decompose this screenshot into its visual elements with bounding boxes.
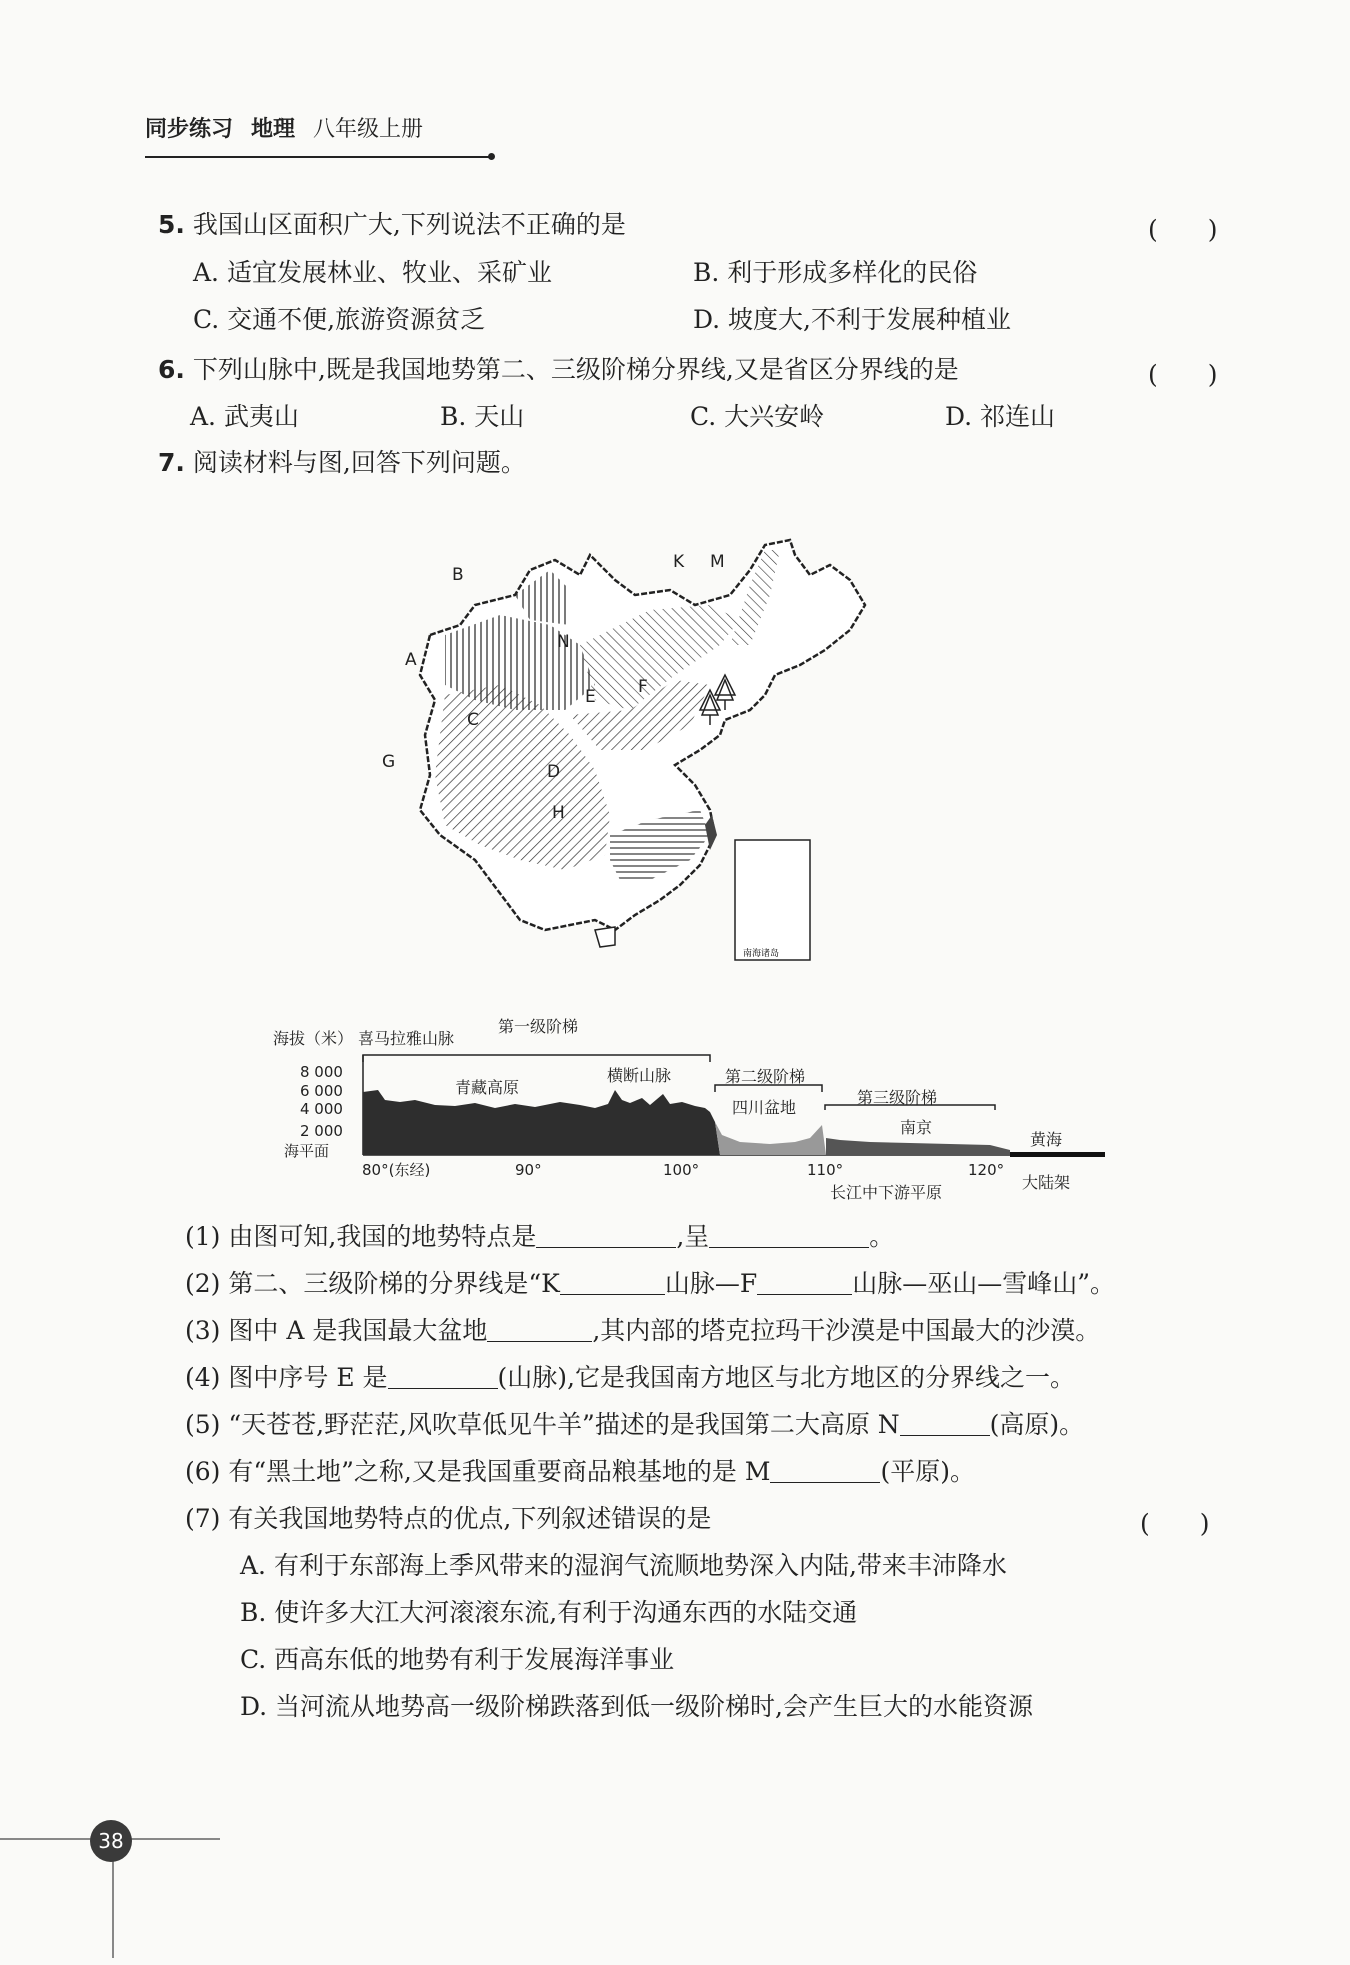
sub-number: (1) [185,1222,221,1251]
y-tick: 6 000 [300,1082,343,1100]
y-axis-title: 海拔（米） [273,1029,354,1048]
label-qinghai-tibet: 青藏高原 [455,1078,520,1097]
sub-question-3 [185,1311,1100,1347]
y-tick: 8 000 [300,1063,343,1081]
sub-text: 由图可知,我国的地势特点是 [228,1222,537,1251]
sub-number: (7) [185,1504,221,1533]
page-header [145,112,423,143]
hainan-island [595,927,615,947]
header-series: 同步练习 [145,117,234,142]
china-terrain-map [382,535,1020,965]
sub-number: (5) [185,1410,221,1439]
x-tick: 100° [663,1161,700,1179]
option-c[interactable]: C. 交通不便,旅游资源贫乏 [193,305,486,334]
blank-field[interactable] [709,1222,869,1248]
label-yellow-sea: 黄海 [1030,1130,1063,1149]
map-label-e: E [585,687,596,707]
map-label-f: F [638,677,648,697]
map-label-a: A [405,650,417,670]
third-step-fill [826,1138,1010,1155]
sub-text: ,呈 [676,1222,710,1251]
sub-text: 有“黑土地”之称,又是我国重要商品粮基地的是 M [228,1457,771,1486]
sub-text: 第二、三级阶梯的分界线是“K [228,1269,560,1298]
header-rule-dot [488,153,495,160]
question-7 [158,443,526,479]
question-number: 6. [158,355,185,384]
sub-text: 山脉—巫山—雪峰山”。 [852,1269,1115,1298]
header-subject: 地理 [251,117,296,142]
answer-paren[interactable]: ( ) [1148,360,1218,389]
question-stem: 阅读材料与图,回答下列问题。 [192,448,526,477]
sub-number: (2) [185,1269,221,1298]
map-label-m: M [710,552,725,572]
sub-text: 有关我国地势特点的优点,下列叙述错误的是 [228,1504,712,1533]
sub-text: ,其内部的塔克拉玛干沙漠是中国最大的沙漠。 [592,1316,1101,1345]
blank-field[interactable] [757,1269,852,1295]
map-label-b: B [452,565,464,585]
question-number: 7. [158,448,185,477]
x-tick: 80°(东经) [362,1161,431,1179]
question-stem: 我国山区面积广大,下列说法不正确的是 [192,210,626,239]
sub-question-6 [185,1452,975,1488]
label-nanjing: 南京 [900,1118,933,1137]
option-c[interactable]: C. 大兴安岭 [690,402,825,431]
sub-text: (山脉),它是我国南方地区与北方地区的分界线之一。 [497,1363,1075,1392]
step2-bracket [715,1085,822,1092]
blank-field[interactable] [560,1269,665,1295]
y-tick: 海平面 [284,1142,330,1160]
option-a[interactable]: A. 适宜发展林业、牧业、采矿业 [193,258,552,287]
step1-bracket [363,1055,710,1062]
blank-field[interactable] [900,1410,990,1436]
blank-field[interactable] [388,1363,498,1389]
header-rule [145,156,490,158]
blank-field[interactable] [536,1222,676,1248]
sub-text: 。 [869,1222,895,1251]
map-label-n: N [557,632,570,652]
sub-number: (4) [185,1363,221,1392]
sub-text: (高原)。 [989,1410,1085,1439]
terrain-profile-chart [270,1010,1110,1215]
inset-label: 南海诸岛 [743,949,780,959]
option-b[interactable]: B. 使许多大江大河滚滚东流,有利于沟通东西的水陆交通 [240,1598,858,1627]
option-a[interactable]: A. 有利于东部海上季风带来的湿润气流顺地势深入内陆,带来丰沛降水 [240,1551,1007,1580]
map-label-c: C [467,710,479,730]
sub-question-1 [185,1217,894,1253]
map-label-g: G [382,752,396,772]
map-label-d: D [547,762,561,782]
option-b[interactable]: B. 天山 [440,402,525,431]
x-tick: 120° [968,1161,1005,1179]
x-tick: 110° [807,1161,844,1179]
option-b[interactable]: B. 利于形成多样化的民俗 [693,258,978,287]
label-step1: 第一级阶梯 [498,1017,579,1036]
option-a[interactable]: A. 武夷山 [190,402,299,431]
sub-question-2 [185,1264,1115,1300]
sea-shelf [1010,1152,1105,1157]
map-label-k: K [673,552,685,572]
option-d[interactable]: D. 坡度大,不利于发展种植业 [693,305,1011,334]
sub-question-7 [185,1499,711,1535]
label-step2: 第二级阶梯 [725,1067,806,1086]
label-shelf: 大陆架 [1022,1173,1071,1192]
page-number: 38 [90,1820,132,1862]
map-label-h: H [552,803,565,823]
option-c[interactable]: C. 西高东低的地势有利于发展海洋事业 [240,1645,675,1674]
sub-question-5 [185,1405,1084,1441]
x-tick: 90° [515,1161,542,1179]
sub-number: (3) [185,1316,221,1345]
answer-paren[interactable]: ( ) [1140,1509,1210,1538]
sub-text: 图中序号 E 是 [228,1363,388,1392]
sub-text: (平原)。 [880,1457,975,1486]
sub-text: 图中 A 是我国最大盆地 [228,1316,488,1345]
sub-question-4 [185,1358,1075,1394]
sub-text: “天苍苍,野茫茫,风吹草低见牛羊”描述的是我国第二大高原 N [228,1410,900,1439]
label-himalaya: 喜马拉雅山脉 [358,1029,455,1048]
option-d[interactable]: D. 当河流从地势高一级阶梯跌落到低一级阶梯时,会产生巨大的水能资源 [240,1692,1033,1721]
blank-field[interactable] [770,1457,880,1483]
label-sichuan: 四川盆地 [732,1098,797,1117]
sichuan-basin-fill [715,1122,826,1155]
question-5 [158,205,626,241]
answer-paren[interactable]: ( ) [1148,215,1218,244]
question-number: 5. [158,210,185,239]
y-tick: 2 000 [300,1122,343,1140]
sub-number: (6) [185,1457,221,1486]
terrain-silhouette [363,1090,720,1155]
south-sea-inset [735,840,810,960]
header-grade: 八年级上册 [313,117,424,142]
label-step3: 第三级阶梯 [857,1088,938,1107]
blank-field[interactable] [487,1316,592,1342]
option-d[interactable]: D. 祁连山 [945,402,1056,431]
question-stem: 下列山脉中,既是我国地势第二、三级阶梯分界线,又是省区分界线的是 [192,355,959,384]
label-hengduan: 横断山脉 [607,1066,672,1085]
y-tick: 4 000 [300,1100,343,1118]
step3-bracket [825,1105,995,1110]
sub-text: 山脉—F [664,1269,758,1298]
question-6 [158,350,959,386]
label-plain: 长江中下游平原 [830,1183,943,1202]
